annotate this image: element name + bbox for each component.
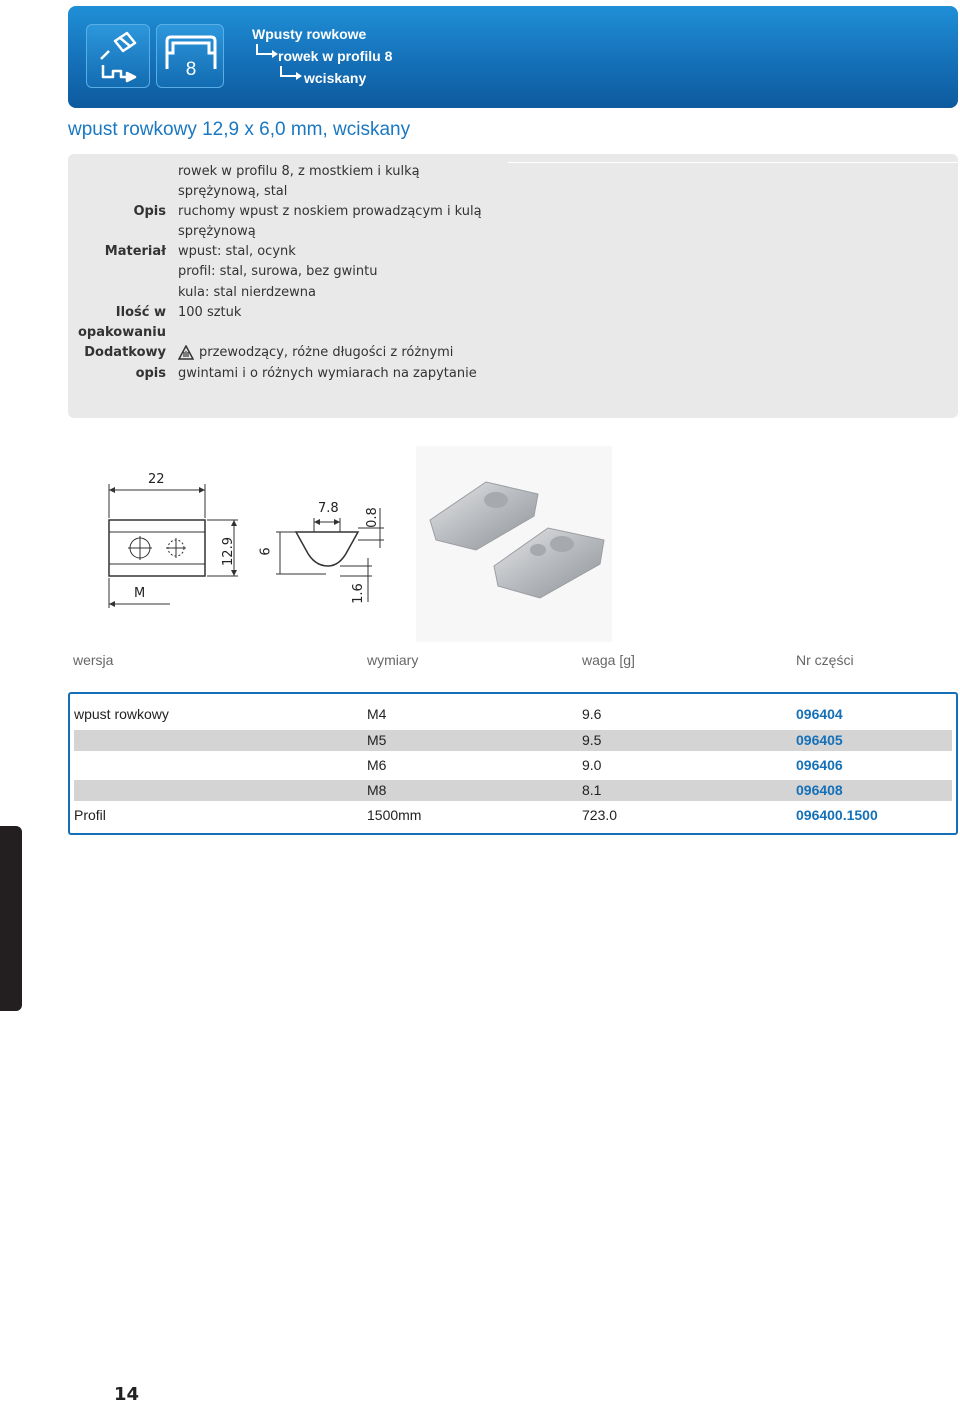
label-material: Materiał (104, 244, 166, 259)
thread-label: M (134, 586, 146, 601)
cell-waga: 9.0 (582, 757, 602, 773)
header-bar (68, 6, 958, 108)
page-title: wpust rowkowy 12,9 x 6,0 mm, wciskany (68, 119, 411, 140)
column-header-wymiary: wymiary (367, 652, 419, 668)
table-row (74, 730, 952, 751)
cell-wymiary: 1500mm (367, 807, 422, 823)
table-row (74, 780, 952, 801)
opis-line-2: sprężynową, stal (178, 184, 288, 199)
part-number-link[interactable]: 096400.1500 (796, 807, 878, 823)
push-in-nut-icon (86, 24, 150, 88)
cell-wymiary: M5 (367, 732, 387, 748)
table-row (74, 805, 952, 826)
branch-arrow-icon (254, 44, 278, 60)
cell-wymiary: M6 (367, 757, 387, 773)
cell-wymiary: M4 (367, 706, 387, 722)
breadcrumb-level-1[interactable]: Wpusty rowkowe (252, 26, 367, 42)
part-number-link[interactable]: 096405 (796, 732, 843, 748)
divider (508, 162, 958, 163)
column-header-nr: Nr części (796, 652, 854, 668)
cell-waga: 9.5 (582, 732, 602, 748)
product-photo (416, 446, 612, 642)
esd-hand-icon (178, 345, 194, 361)
dim-height-label: 12.9 (220, 537, 236, 566)
cell-wersja: Profil (74, 807, 106, 823)
dodatkowy-line-1: przewodzący, różne długości z różnymi (199, 345, 454, 360)
label-opakowaniu: opakowaniu (78, 325, 166, 340)
opis-line-1: rowek w profilu 8, z mostkiem i kulką (178, 164, 420, 179)
table-row (74, 704, 952, 725)
chapter-side-tab[interactable] (0, 826, 22, 1011)
dim-depth-label: 6 (258, 547, 274, 556)
cell-waga: 8.1 (582, 782, 602, 798)
ilosc-value: 100 sztuk (178, 305, 242, 320)
technical-drawing (100, 448, 400, 622)
parts-table (68, 692, 958, 835)
page-number: 14 (114, 1384, 140, 1405)
slot-profile-icon (156, 24, 224, 88)
product-info-box (68, 154, 958, 418)
label-ilosc: Ilość w (115, 305, 166, 320)
opis-line-4: sprężynową (178, 224, 256, 239)
column-header-wersja: wersja (73, 652, 114, 668)
breadcrumb-level-3[interactable]: wciskany (304, 70, 367, 86)
part-number-link[interactable]: 096406 (796, 757, 843, 773)
column-header-waga: waga [g] (582, 652, 635, 668)
dim-right-label: 0.8 (364, 507, 380, 528)
part-number-link[interactable]: 096408 (796, 782, 843, 798)
part-number-link[interactable]: 096404 (796, 706, 843, 722)
material-line-1: wpust: stal, ocynk (178, 244, 296, 259)
cell-wymiary: M8 (367, 782, 387, 798)
dim-top-label: 7.8 (318, 501, 339, 516)
label-opis: Opis (133, 204, 166, 219)
breadcrumb-level-2[interactable]: rowek w profilu 8 (278, 48, 393, 64)
label-opis-2: opis (135, 366, 166, 381)
slot-size-label: 8 (185, 59, 197, 80)
dodatkowy-line-2: gwintami i o różnych wymiarach na zapytanie (178, 366, 477, 381)
dim-bottom-label: 1.6 (350, 583, 366, 604)
cell-wersja: wpust rowkowy (74, 706, 169, 722)
material-line-3: kula: stal nierdzewna (178, 285, 316, 300)
opis-line-3: ruchomy wpust z noskiem prowadzącym i kulą (178, 204, 482, 219)
branch-arrow-icon (278, 66, 302, 82)
label-dodatkowy: Dodatkowy (84, 345, 166, 360)
table-row (74, 755, 952, 776)
dim-width-label: 22 (148, 472, 165, 487)
cell-waga: 9.6 (582, 706, 602, 722)
cell-waga: 723.0 (582, 807, 618, 823)
material-line-2: profil: stal, surowa, bez gwintu (178, 264, 378, 279)
